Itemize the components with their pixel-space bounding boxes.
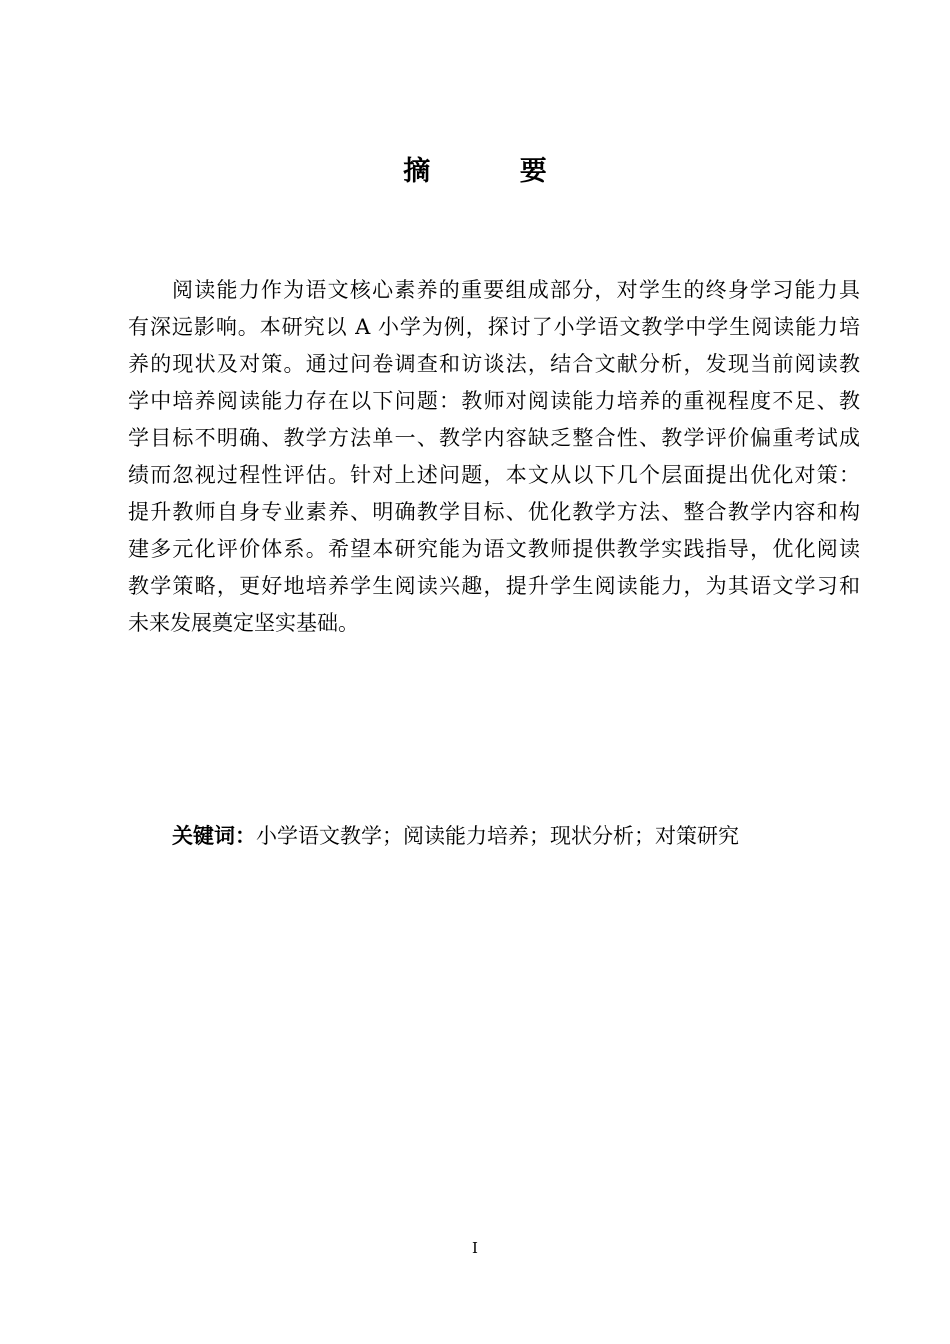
abstract-line: 绩而忽视过程性评估。针对上述问题，本文从以下几个层面提出优化对策： — [128, 463, 860, 487]
abstract-line: 未来发展奠定坚实基础。 — [128, 611, 359, 635]
abstract-line: 学中培养阅读能力存在以下问题：教师对阅读能力培养的重视程度不足、教 — [128, 389, 860, 413]
abstract-line: 有深远影响。本研究以 A 小学为例，探讨了小学语文教学中学生阅读能力培 — [128, 315, 860, 339]
abstract-line: 教学策略，更好地培养学生阅读兴趣，提升学生阅读能力，为其语文学习和 — [128, 574, 860, 598]
keywords-label: 关键词： — [172, 824, 256, 848]
keywords-text: 小学语文教学；阅读能力培养；现状分析；对策研究 — [256, 824, 739, 848]
abstract-line: 提升教师自身专业素养、明确教学目标、优化教学方法、整合教学内容和构 — [128, 500, 860, 524]
abstract-line: 养的现状及对策。通过问卷调查和访谈法，结合文献分析，发现当前阅读教 — [128, 352, 860, 376]
page-number: I — [472, 1239, 478, 1257]
abstract-title: 摘 要 — [403, 156, 587, 187]
keywords — [172, 818, 872, 855]
abstract-line: 建多元化评价体系。希望本研究能为语文教师提供教学实践指导，优化阅读 — [128, 537, 860, 561]
abstract-line: 阅读能力作为语文核心素养的重要组成部分，对学生的终身学习能力具 — [172, 278, 860, 302]
abstract-body — [128, 272, 860, 642]
abstract-line: 学目标不明确、教学方法单一、教学内容缺乏整合性、教学评价偏重考试成 — [128, 426, 860, 450]
